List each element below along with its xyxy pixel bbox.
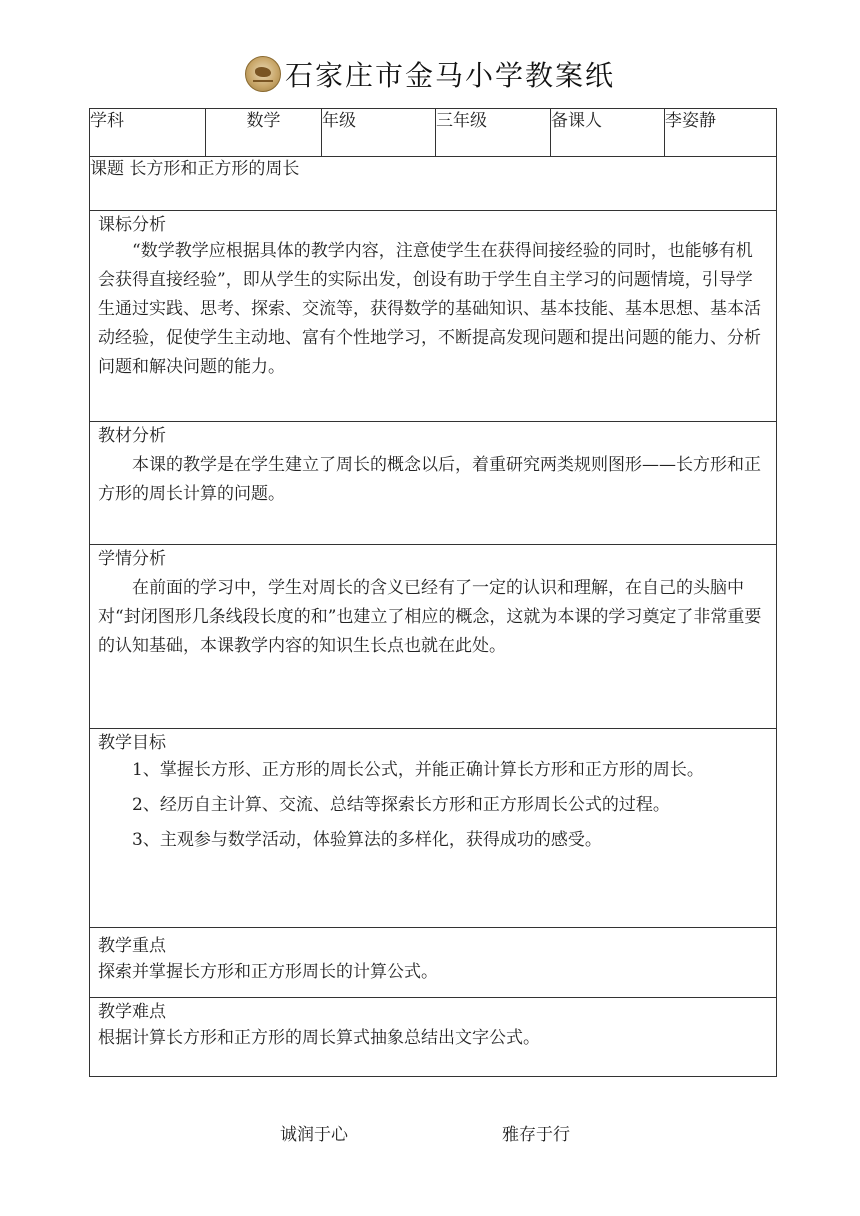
teacher-value: 李姿静 [665, 109, 777, 157]
goals-label: 教学目标 [98, 733, 166, 753]
key-point-row [90, 928, 777, 998]
teacher-label: 备课人 [551, 109, 665, 157]
school-logo-icon [245, 56, 281, 92]
lesson-topic: 课题 长方形和正方形的周长 [90, 157, 777, 211]
students-row [90, 545, 777, 729]
key-point-label: 教学重点 [98, 936, 166, 956]
subject-label: 学科 [90, 109, 206, 157]
lesson-plan-table [89, 108, 777, 1077]
goal-item: 3、主观参与数学活动，体验算法的多样化，获得成功的感受。 [132, 830, 602, 850]
curriculum-text: “数学教学应根据具体的教学内容，注意使学生在获得间接经验的同时，也能够有机会获得直接经验”，即从学生的实际出发，创设有助于学生自主学习的问题情境，引导学生通过实践、思考、探索、交流等，获得数学的基础知识、基本技能、基本思想、基本活动经验，促使学生主动地、富有个性地学习，不断提高发现问题和提出问题的能力、分析问题和解决问题的能力。 [98, 241, 761, 377]
footer-motto-left: 诚润于心 [280, 1125, 348, 1145]
textbook-label: 教材分析 [98, 426, 166, 446]
textbook-text: 本课的教学是在学生建立了周长的概念以后，着重研究两类规则图形——长方形和正方形的周长计算的问题。 [98, 455, 761, 504]
difficulty-label: 教学难点 [98, 1002, 166, 1022]
page-footer [0, 1120, 860, 1144]
grade-value: 三年级 [436, 109, 551, 157]
curriculum-row [90, 211, 777, 422]
goal-item: 1、掌握长方形、正方形的周长公式，并能正确计算长方形和正方形的周长。 [132, 760, 704, 780]
students-label: 学情分析 [98, 549, 166, 569]
textbook-row [90, 422, 777, 545]
difficulty-row [90, 998, 777, 1077]
curriculum-label: 课标分析 [98, 215, 166, 235]
page-header [0, 52, 860, 96]
goal-item: 2、经历自主计算、交流、总结等探索长方形和正方形周长公式的过程。 [132, 795, 670, 815]
grade-label: 年级 [322, 109, 436, 157]
info-row [90, 109, 777, 157]
goals-row [90, 729, 777, 928]
difficulty-text: 根据计算长方形和正方形的周长算式抽象总结出文字公式。 [98, 1028, 540, 1048]
subject-value: 数学 [206, 109, 322, 157]
topic-row [90, 157, 777, 211]
page-title: 石家庄市金马小学教案纸 [284, 59, 615, 92]
footer-motto-right: 雅存于行 [502, 1125, 570, 1145]
students-text: 在前面的学习中，学生对周长的含义已经有了一定的认识和理解，在自己的头脑中对“封闭图形几条线段长度的和”也建立了相应的概念，这就为本课的学习奠定了非常重要的认知基础，本课教学内容的知识生长点也就在此处。 [98, 578, 762, 656]
key-point-text: 探索并掌握长方形和正方形周长的计算公式。 [98, 962, 438, 982]
